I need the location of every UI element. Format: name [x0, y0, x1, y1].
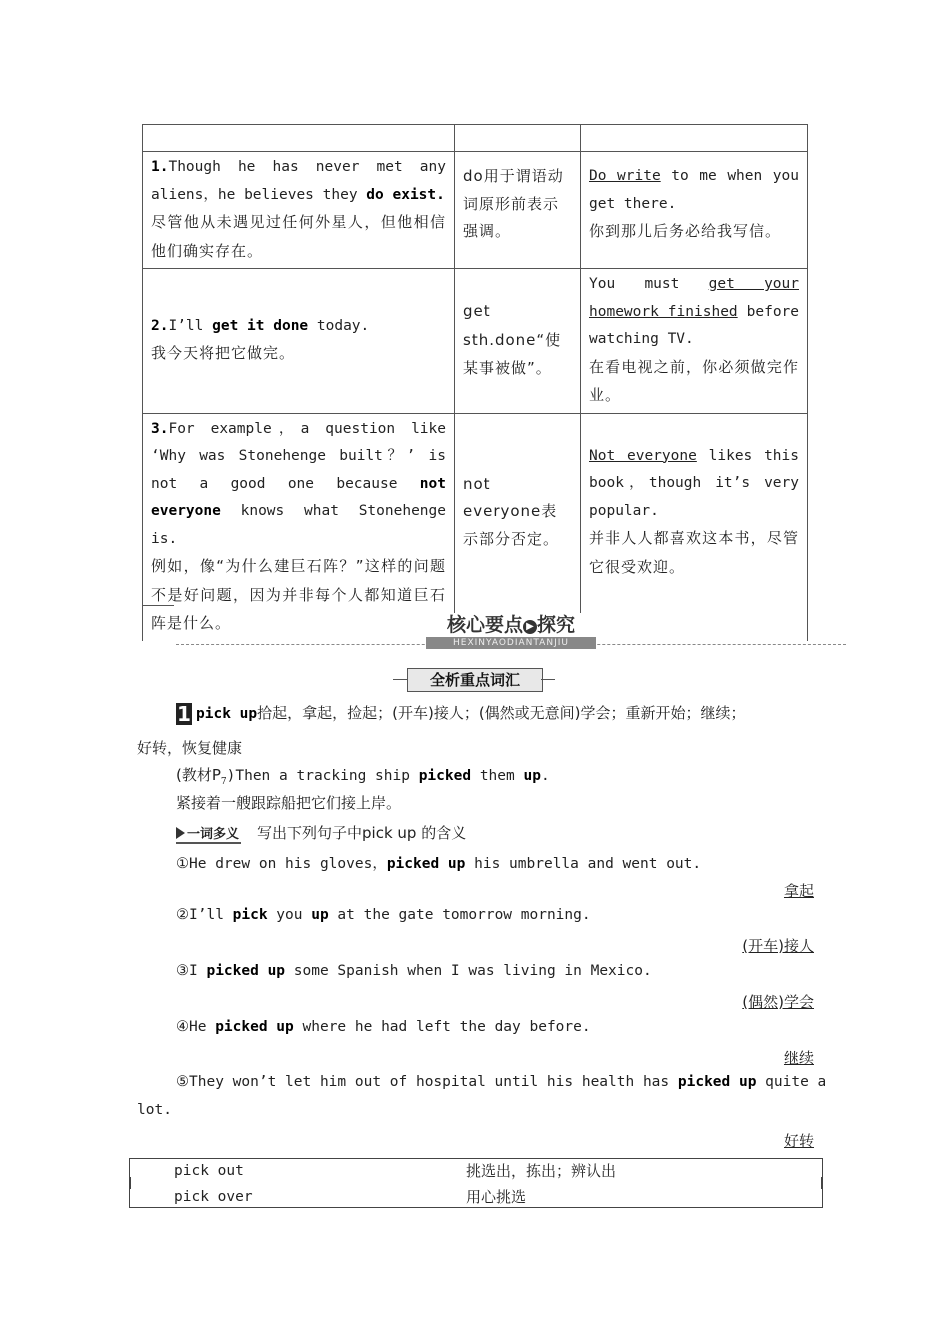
- note-cell: do用于谓语动词原形前表示强调。: [455, 152, 581, 269]
- section-title: 核心要点 ▶ 探究 HEXINYAODIANTANJIU: [426, 613, 596, 649]
- sentence-cell: 1.Though he has never met any aliens，he believes they do exist. 尽管他从未遇见过任何外星人，但他相信他们确实存在。: [143, 152, 455, 269]
- exercise-instruction: 一词多义 写出下列句子中pick up 的含义: [176, 822, 466, 844]
- polysemy-tag: 一词多义: [176, 823, 241, 844]
- table-header-row: [143, 125, 808, 152]
- table-row: pick over 用心挑选: [174, 1188, 527, 1206]
- vocab-heading: 1 pick up拾起，拿起，捡起；(开车)接人；(偶然或无意间)学会；重新开始；继续；: [177, 702, 746, 726]
- grammar-table: [142, 124, 808, 641]
- vocab-definition-cont: 好转，恢复健康: [137, 739, 243, 757]
- arrow-right-icon: ▶: [523, 620, 537, 634]
- answer: (偶然)学会: [742, 993, 814, 1011]
- textbook-translation: 紧接着一艘跟踪船把它们接上岸。: [176, 794, 402, 812]
- textbook-source: (教材$P_7)Then$ a tracking ship picked them up.: [176, 766, 550, 787]
- example-cell: Not everyone likes this book，though it’s very popular. 并非人人都喜欢这本书，尽管它很受欢迎。: [581, 413, 808, 641]
- note-cell: not everyone表示部分否定。: [455, 413, 581, 641]
- exercise-item: ③I picked up some Spanish when I was living in Mexico.: [176, 963, 652, 979]
- phrase-table: [129, 1158, 823, 1208]
- table-row: [143, 413, 808, 641]
- exercise-item: ②I’ll pick you up at the gate tomorrow morning.: [176, 907, 591, 923]
- note-cell: get sth.done“使某事被做”。: [455, 269, 581, 414]
- sentence-cell: 3.For example，a question like ‘Why was Stonehenge built？’ is not a good one because not everyone knows what Stonehenge is. 例如，像“为什么建巨石阵？”这样的问题不是好问题，因为并非每个人都知道巨石阵是什么。: [143, 413, 455, 641]
- table-row: [143, 269, 808, 414]
- sentence-cell: 2.I’ll get it done today. 我今天将把它做完。: [143, 269, 455, 414]
- exercise-item: ⑤They won’t let him out of hospital until his health has picked up quite a: [176, 1074, 827, 1090]
- subsection-title: 全析重点词汇: [407, 668, 543, 692]
- exercise-item-cont: lot.: [137, 1102, 172, 1118]
- example-cell: Do write to me when you get there. 你到那儿后务必给我写信。: [581, 152, 808, 269]
- example-cell: You must get your homework finished before watching TV. 在看电视之前，你必须做完作业。: [581, 269, 808, 414]
- answer: 好转: [783, 1132, 814, 1150]
- answer: (开车)接人: [742, 937, 814, 955]
- item-number: 1: [177, 702, 191, 726]
- section-banner: [176, 613, 846, 653]
- exercise-item: ①He drew on his gloves，picked up his umbrella and went out.: [176, 856, 702, 872]
- table-row: [143, 152, 808, 269]
- exercise-item: ④He picked up where he had left the day before.: [176, 1019, 591, 1035]
- subsection-banner: [393, 668, 555, 692]
- answer: 继续: [783, 1049, 814, 1067]
- table-corner-line: [142, 605, 174, 606]
- answer: 拿起: [783, 882, 814, 900]
- table-row: pick out 挑选出，拣出；辨认出: [174, 1162, 617, 1180]
- triangle-icon: [176, 827, 185, 839]
